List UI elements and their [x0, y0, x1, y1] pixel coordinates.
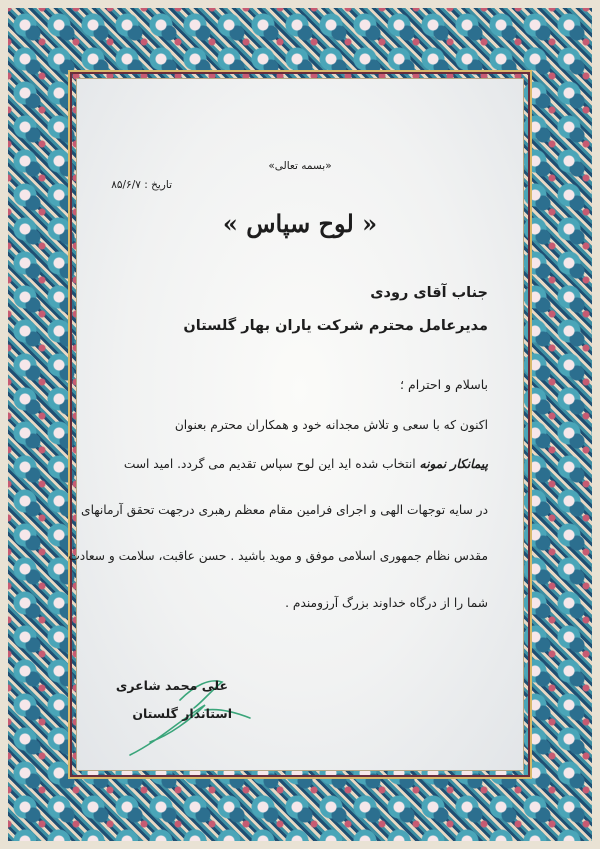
- body-line-4: مقدس نظام جمهوری اسلامی موفق و موید باشید . حسن عاقبت، سلامت و سعادت: [68, 549, 488, 563]
- recipient-name: جناب آقای رودی: [370, 285, 488, 301]
- body-line-3: در سایه توجهات الهی و اجرای فرامین مقام معظم رهبری درجهت تحقق آرمانهای: [81, 503, 488, 517]
- bismillah-heading: «بسمه تعالی»: [268, 160, 332, 172]
- date-value: ۸۵/۶/۷: [111, 179, 141, 191]
- signatory-name: علی محمد شاعری: [115, 678, 228, 693]
- date-label: تاریخ :: [144, 179, 172, 191]
- greeting: باسلام و احترام ؛: [400, 377, 488, 392]
- body-line-2-text: انتخاب شده اید این لوح سپاس تقدیم می گردد. امید است: [123, 457, 420, 471]
- body-line-1: اکنون که با سعی و تلاش مجدانه خود و همکاران محترم بعنوان: [174, 418, 488, 432]
- signatory-title: استاندار گلستان: [132, 706, 232, 721]
- certificate-title: « لوح سپاس »: [222, 209, 378, 238]
- body-line-5: شما را از درگاه خداوند بزرگ آرزومندم .: [285, 596, 488, 610]
- recipient-position: مدیرعامل محترم شرکت یاران بهار گلستان: [183, 318, 488, 334]
- award-title: پیمانکار نمونه: [419, 457, 488, 471]
- date-line: [111, 179, 172, 191]
- body-line-2: [124, 457, 488, 471]
